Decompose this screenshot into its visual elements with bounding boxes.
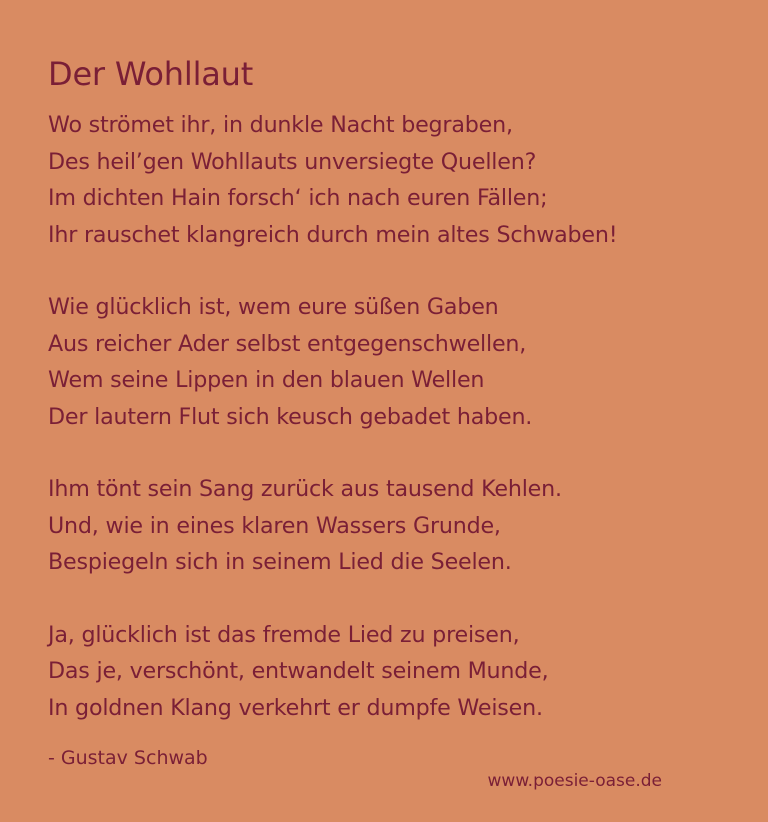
poem-line: Ihr rauschet klangreich durch mein altes Schwaben!	[48, 221, 618, 248]
stanza-2	[48, 289, 748, 435]
stanza-4	[48, 617, 748, 727]
poem-line: Wem seine Lippen in den blauen Wellen	[48, 367, 485, 393]
stanza-3	[48, 471, 748, 581]
poem-line: Bespiegeln sich in seinem Lied die Seelen.	[48, 549, 512, 575]
poem-author: - Gustav Schwab	[48, 747, 208, 769]
poem-line: Ja, glücklich ist das fremde Lied zu preisen,	[48, 621, 520, 648]
poem-line: Des heil’gen Wohllauts unversiegte Quellen?	[48, 148, 537, 175]
website-credit: www.poesie-oase.de	[487, 771, 662, 791]
poem-line: Wie glücklich ist, wem eure süßen Gaben	[48, 294, 499, 320]
poem-body	[48, 107, 748, 762]
poem-line: Und, wie in eines klaren Wassers Grunde,	[48, 512, 501, 539]
poem-line: Der lautern Flut sich keusch gebadet haben.	[48, 403, 533, 430]
poem-title: Der Wohllaut	[48, 55, 254, 93]
stanza-1	[48, 107, 748, 253]
poem-line: Das je, verschönt, entwandelt seinem Munde,	[48, 658, 549, 684]
poem-line: In goldnen Klang verkehrt er dumpfe Weisen.	[48, 694, 543, 721]
poem-line: Aus reicher Ader selbst entgegenschwellen,	[48, 330, 527, 357]
poem-line: Wo strömet ihr, in dunkle Nacht begraben,	[48, 112, 513, 138]
poem-line: Im dichten Hain forsch‘ ich nach euren Fällen;	[48, 185, 548, 211]
poem-line: Ihm tönt sein Sang zurück aus tausend Kehlen.	[48, 476, 562, 502]
